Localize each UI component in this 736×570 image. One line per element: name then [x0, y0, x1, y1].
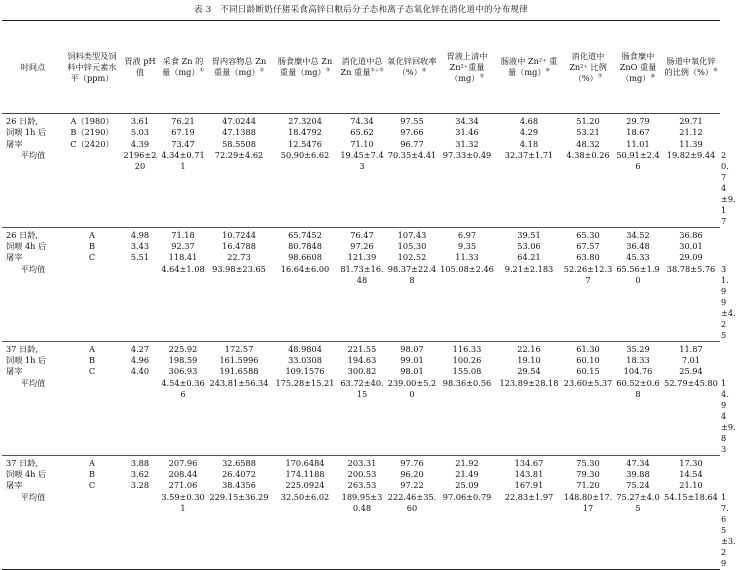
table-cell: 65.62 — [350, 127, 374, 138]
average-cell — [120, 492, 160, 570]
table-cell: 79.30 — [576, 468, 600, 479]
table-cell: 71.10 — [350, 138, 374, 149]
table-cell: 98.07 — [400, 343, 424, 354]
average-cell: 98.36±0.56 — [442, 377, 492, 388]
table-cell: 300.82 — [347, 366, 377, 377]
table-cell: 4.40 — [130, 366, 150, 377]
average-cell: 175.28±15.21 — [275, 377, 335, 388]
table-cell: 11.01 — [626, 138, 650, 149]
column-header-label: 肠食糜中 ZnO 重量（mg） — [619, 50, 657, 83]
column-header — [120, 21, 160, 114]
timepoint-cell: 26 日龄, — [6, 229, 38, 240]
table-cell: 75.30 — [576, 457, 600, 468]
table-row — [2, 227, 720, 241]
table-cell: 67.57 — [576, 241, 600, 252]
column-header-footnote: ②+③ — [370, 67, 384, 74]
timepoint-cell: 饲喂 4h 后 — [6, 468, 47, 479]
table-cell: 53.21 — [576, 127, 600, 138]
average-cell: 9.21±2.183 — [504, 263, 554, 274]
average-cell: 222.46±35.60 — [387, 491, 437, 513]
column-header — [386, 21, 438, 114]
table-cell: 61.30 — [576, 343, 600, 354]
average-cell: 93.98±23.65 — [212, 263, 266, 274]
table-cell: 65.30 — [576, 229, 600, 240]
table-cell: 263.53 — [347, 480, 377, 491]
table-cell: 97.55 — [400, 116, 424, 126]
column-header — [272, 21, 338, 114]
table-cell: 11.87 — [679, 343, 703, 354]
timepoint-cell: 屠宰 — [6, 252, 23, 263]
table-cell: 71.18 — [171, 229, 195, 240]
table-cell: 118.41 — [168, 252, 198, 263]
average-cell: 98.37±22.48 — [387, 263, 437, 285]
table-cell: 51.20 — [576, 116, 600, 126]
table-cell: 155.08 — [452, 366, 482, 377]
table-cell: 6.97 — [457, 229, 477, 240]
table-cell: 29.79 — [626, 116, 650, 126]
table-cell: 67.19 — [171, 127, 195, 138]
average-row: 平均值 4.64±1.08 93.98±23.65 16.64±6.00 81.73±16.48 98.37±22.48 105.08±2.46 9.21±2.183 52.26±12.37 65.56±1.90 38.78±5.76 31.99±4.25 — [2, 264, 720, 342]
average-cell: 52.79±45.80 — [664, 377, 718, 388]
table-cell: 208.44 — [168, 468, 198, 479]
column-header — [64, 21, 120, 114]
table-cell: 33.0308 — [288, 355, 322, 366]
average-cell: 50.90±6.62 — [280, 149, 330, 160]
table-cell: 104.76 — [623, 366, 653, 377]
table-cell: 45.33 — [626, 252, 650, 263]
table-cell: 36.86 — [679, 229, 703, 240]
table-cell: 7.01 — [681, 355, 701, 366]
average-cell: 60.52±0.68 — [616, 377, 660, 399]
table-cell: 4.96 — [130, 355, 150, 366]
average-cell — [64, 264, 120, 342]
average-cell: 19.82±9.44 — [666, 149, 716, 160]
table-body — [2, 114, 736, 570]
table-cell: 4.27 — [130, 343, 150, 354]
timepoint-cell: 屠宰 — [6, 366, 23, 377]
column-header-footnote: ⑤ — [479, 72, 484, 79]
column-header-label: 胃液上清中 Zn²⁺重量（mg） — [446, 50, 488, 83]
average-cell: 97.06±0.79 — [442, 491, 492, 502]
average-cell: 123.89±28.18 — [499, 377, 559, 388]
timepoint-cell: 饲喂 4h 后 — [6, 241, 47, 252]
column-header — [338, 21, 386, 114]
table-cell: 39.51 — [517, 229, 541, 240]
table-cell: 71.20 — [576, 480, 600, 491]
table-cell: C — [88, 252, 96, 263]
table-cell: 26.4072 — [222, 468, 256, 479]
average-cell: 243.81±56.34 — [209, 377, 269, 388]
table-cell: 4.98 — [130, 229, 150, 240]
average-cell: 4.54±0.366 — [161, 377, 205, 399]
table-cell: 31.46 — [455, 127, 479, 138]
table-cell: 174.1188 — [285, 468, 325, 479]
average-cell — [64, 492, 120, 570]
table-cell: 5.51 — [130, 252, 150, 263]
timepoint-cell: 屠宰 — [6, 138, 23, 149]
table-cell: 22.16 — [517, 343, 541, 354]
table-cell: 21.12 — [679, 127, 703, 138]
average-cell: 239.00±5.20 — [387, 377, 437, 399]
column-header — [438, 21, 496, 114]
table-cell: 105.30 — [397, 241, 427, 252]
column-header-footnote: ② — [259, 67, 265, 74]
average-cell: 105.08±2.46 — [440, 263, 494, 274]
table-row — [2, 114, 720, 128]
column-header-footnote: ③ — [325, 67, 331, 74]
table-cell: 64.21 — [517, 252, 541, 263]
timepoint-cell: 屠宰 — [6, 480, 23, 491]
table-cell: C — [88, 366, 96, 377]
table-cell: 109.1576 — [285, 366, 325, 377]
average-row: 平均值 4.54±0.366 243.81±56.34 175.28±15.21 63.72±40.15 239.00±5.20 98.36±0.56 123.89±28.18 23.60±5.37 60.52±0.68 52.79±45.80 14.94±9.83 — [2, 378, 720, 456]
table-cell: 25.94 — [679, 366, 703, 377]
timepoint-cell: 26 日龄, — [6, 116, 38, 126]
column-header — [496, 21, 562, 114]
average-cell — [64, 378, 120, 456]
table-cell: 18.4792 — [288, 127, 322, 138]
table-cell: 5.03 — [130, 127, 150, 138]
table-cell: B — [88, 355, 96, 366]
header-row — [2, 21, 720, 114]
column-header-label: 胃内容物总 Zn 重量（mg） — [211, 56, 267, 77]
table-cell: 134.67 — [514, 457, 544, 468]
column-header-label: 肠食糜中总 Zn 重量（mg） — [277, 56, 333, 77]
column-header-label: 氧化锌回收率（%） — [387, 56, 437, 77]
average-cell: 81.73±16.48 — [340, 263, 384, 285]
average-cell — [64, 150, 120, 228]
table-cell: 16.4788 — [222, 241, 256, 252]
table-cell: 198.59 — [168, 355, 198, 366]
average-cell: 4.34±0.711 — [161, 149, 205, 171]
table-cell: 4.29 — [519, 127, 539, 138]
table-cell: 21.49 — [455, 468, 479, 479]
table-cell: 107.43 — [397, 229, 427, 240]
column-header-footnote: ④ — [421, 67, 427, 74]
table-cell: 29.09 — [679, 252, 703, 263]
average-label: 平均值 — [20, 149, 46, 160]
table-cell: 31.32 — [455, 138, 479, 149]
table-cell: 225.92 — [168, 343, 198, 354]
table-row — [2, 366, 720, 377]
table-cell: 19.10 — [517, 355, 541, 366]
average-cell: 3.59±0.301 — [161, 491, 205, 513]
table-cell: 25.09 — [455, 480, 479, 491]
table-cell: 4.68 — [519, 116, 539, 126]
table-cell: 29.71 — [679, 116, 703, 126]
timepoint-cell: 37 日龄, — [6, 457, 38, 468]
table-cell: 60.15 — [576, 366, 600, 377]
average-cell: 229.15±36.29 — [209, 491, 269, 502]
average-cell: 19.45±7.43 — [340, 149, 384, 171]
table-row — [2, 241, 720, 252]
table-cell: 18.67 — [626, 127, 650, 138]
column-header-footnote: ⑥ — [545, 67, 551, 74]
table-cell: 161.5996 — [219, 355, 259, 366]
table-cell: 3.61 — [130, 116, 150, 126]
average-cell: 189.95±30.48 — [341, 491, 383, 513]
table-cell: B（2190） — [70, 127, 114, 138]
table-cell: 97.22 — [400, 480, 424, 491]
table-cell: 60.10 — [576, 355, 600, 366]
table-cell: 10.7244 — [222, 229, 256, 240]
table-cell: 21.92 — [455, 457, 479, 468]
table-cell: 11.39 — [679, 138, 703, 149]
table-cell: 221.55 — [347, 343, 377, 354]
table-cell: 4.39 — [130, 138, 150, 149]
table-cell: 22.73 — [227, 252, 251, 263]
table-cell: 38.4356 — [222, 480, 256, 491]
average-cell: 72.29±4.62 — [214, 149, 264, 160]
average-cell: 52.26±12.37 — [563, 263, 613, 285]
table-cell: 63.80 — [576, 252, 600, 263]
table-cell: 97.76 — [400, 457, 424, 468]
average-row: 平均值 3.59±0.301 229.15±36.29 32.50±6.02 189.95±30.48 222.46±35.60 97.06±0.79 22.83±1.97 148.80±17.17 75.27±4.05 54.15±18.64 17.65±3.29 — [2, 492, 720, 570]
column-header-footnote: ⑨ — [713, 67, 718, 74]
average-cell: 2196±220 — [123, 149, 157, 171]
column-header — [562, 21, 614, 114]
table-cell: 121.39 — [347, 252, 377, 263]
table-caption: 表 3 不同日龄断奶仔猪采食高锌日粮后分子态和离子态氧化锌在消化道中的分布规律 — [194, 5, 528, 15]
average-cell: 63.72±40.15 — [340, 377, 384, 399]
table-cell: 80.7848 — [288, 241, 322, 252]
table-cell: 100.26 — [452, 355, 482, 366]
average-cell: 54.15±18.64 — [664, 491, 718, 502]
table-cell: 76.21 — [171, 116, 195, 126]
zinc-distribution-table — [2, 20, 736, 570]
table-cell: 98.6608 — [288, 252, 322, 263]
table-cell: 203.31 — [347, 457, 377, 468]
table-cell: 99.01 — [400, 355, 424, 366]
column-header-label: 消化道中总 Zn 重量 — [340, 56, 383, 77]
column-header-label: 采食 Zn 的量（mg） — [161, 56, 204, 77]
average-cell: 16.64±6.00 — [280, 263, 330, 274]
table-row — [2, 355, 720, 366]
average-cell — [120, 378, 160, 456]
table-cell: 48.32 — [576, 138, 600, 149]
table-cell: 47.34 — [626, 457, 650, 468]
average-cell: 4.38±0.26 — [566, 149, 610, 160]
table-cell: 3.62 — [130, 468, 150, 479]
average-cell: 32.50±6.02 — [280, 491, 330, 502]
table-row — [2, 455, 720, 469]
table-cell: 74.34 — [350, 116, 374, 126]
table-cell: 53.06 — [517, 241, 541, 252]
column-header-label: 肠液中 Zn²⁺ 重量（mg） — [500, 56, 558, 77]
column-header-footnote: ① — [199, 67, 205, 74]
table-cell: 34.52 — [626, 229, 650, 240]
column-header-label: 胃液 pH 值 — [124, 56, 156, 77]
column-header — [662, 21, 720, 114]
table-cell: 32.6588 — [222, 457, 256, 468]
table-cell: 96.77 — [400, 138, 424, 149]
table-cell: 47.0244 — [222, 116, 256, 126]
table-cell: 18.33 — [626, 355, 650, 366]
table-cell: 11.33 — [455, 252, 479, 263]
average-cell: 50.91±2.46 — [616, 149, 660, 171]
table-cell: 27.3204 — [288, 116, 322, 126]
average-cell: 23.60±5.37 — [563, 377, 613, 388]
average-label: 平均值 — [20, 377, 46, 388]
column-header — [614, 21, 662, 114]
table-cell: 75.24 — [626, 480, 650, 491]
table-cell: A — [89, 343, 95, 354]
average-cell: 97.33±0.49 — [442, 149, 492, 160]
average-label: 平均值 — [20, 491, 46, 502]
table-row — [2, 139, 720, 150]
table-cell: 170.6484 — [285, 457, 325, 468]
column-header — [206, 21, 272, 114]
table-cell: 14.54 — [679, 468, 703, 479]
table-cell: 17.30 — [679, 457, 703, 468]
table-cell: 9.35 — [457, 241, 477, 252]
table-cell: 21.10 — [679, 480, 703, 491]
table-cell: 191.6588 — [219, 366, 259, 377]
table-cell: 65.7452 — [288, 229, 322, 240]
table-cell: 172.57 — [224, 343, 254, 354]
table-row — [2, 480, 720, 491]
table-cell: 34.34 — [455, 116, 479, 126]
average-cell: 4.64±1.08 — [161, 263, 205, 274]
column-header-label: 肠道中氧化锌的比例（%） — [664, 56, 716, 77]
table-row — [2, 252, 720, 263]
table-cell: 76.47 — [350, 229, 374, 240]
average-cell: 38.78±5.76 — [666, 263, 716, 274]
table-cell: C（2420） — [70, 138, 114, 149]
table-cell: 36.48 — [626, 241, 650, 252]
table-cell: 143.81 — [514, 468, 544, 479]
table-cell: A — [89, 457, 95, 468]
table-cell: 167.91 — [514, 480, 544, 491]
table-cell: 47.1388 — [222, 127, 256, 138]
column-header-label: 饲料类型及饲料中锌元素水平（ppm） — [67, 50, 117, 83]
table-cell: 97.66 — [400, 127, 424, 138]
average-cell: 75.27±4.05 — [616, 491, 660, 513]
timepoint-cell: 饲喂 1h 后 — [6, 355, 47, 366]
table-cell: 225.0924 — [285, 480, 325, 491]
average-cell: 32.37±1.71 — [504, 149, 554, 160]
table-cell: 306.93 — [168, 366, 198, 377]
table-cell: B — [88, 241, 96, 252]
table-cell: A — [89, 229, 95, 240]
average-label: 平均值 — [20, 263, 46, 274]
table-cell: 58.5508 — [222, 138, 256, 149]
column-header-label: 消化道中 Zn²⁺ 比例（%） — [569, 50, 607, 83]
table-cell: 271.06 — [168, 480, 198, 491]
table-cell: 35.29 — [626, 343, 650, 354]
table-cell: 194.63 — [347, 355, 377, 366]
average-cell: 70.35±4.41 — [387, 149, 437, 160]
table-cell: 97.26 — [350, 241, 374, 252]
table-cell: 3.43 — [130, 241, 150, 252]
table-cell: A（1980） — [70, 116, 114, 126]
column-header-label: 时间点 — [20, 61, 46, 72]
table-cell: 92.37 — [171, 241, 195, 252]
average-cell: 65.56±1.90 — [616, 263, 660, 285]
table-cell: 96.20 — [400, 468, 424, 479]
table-cell: 73.47 — [171, 138, 195, 149]
table-cell: 4.18 — [519, 138, 539, 149]
table-cell: 207.96 — [168, 457, 198, 468]
timepoint-cell: 饲喂 1h 后 — [6, 127, 47, 138]
column-header — [160, 21, 206, 114]
table-cell: 116.33 — [452, 343, 482, 354]
average-cell — [120, 264, 160, 342]
table-row — [2, 469, 720, 480]
table-row — [2, 127, 720, 138]
table-cell: 29.54 — [517, 366, 541, 377]
table-cell: 200.53 — [347, 468, 377, 479]
table-cell: 3.28 — [130, 480, 150, 491]
table-cell: C — [88, 480, 96, 491]
table-cell: 30.01 — [679, 241, 703, 252]
average-cell: 148.80±17.17 — [563, 491, 613, 513]
column-header-footnote: ⑧ — [650, 72, 655, 79]
column-header-footnote: ⑦ — [597, 72, 603, 79]
table-cell: 39.88 — [626, 468, 650, 479]
table-cell: 3.88 — [130, 457, 150, 468]
average-row: 平均值 2196±220 4.34±0.711 72.29±4.62 50.90±6.62 19.45±7.43 70.35±4.41 97.33±0.49 32.37±1.71 4.38±0.26 50.91±2.46 19.82±9.44 20.74±9.17 — [2, 150, 720, 228]
timepoint-cell: 37 日龄, — [6, 343, 38, 354]
table-cell: 98.01 — [400, 366, 424, 377]
average-cell: 22.83±1.97 — [504, 491, 554, 502]
table-cell: B — [88, 468, 96, 479]
table-cell: 48.9804 — [288, 343, 322, 354]
table-row — [2, 341, 720, 355]
table-cell: 102.52 — [397, 252, 427, 263]
table-cell: 12.5476 — [288, 138, 322, 149]
column-header — [2, 21, 64, 114]
